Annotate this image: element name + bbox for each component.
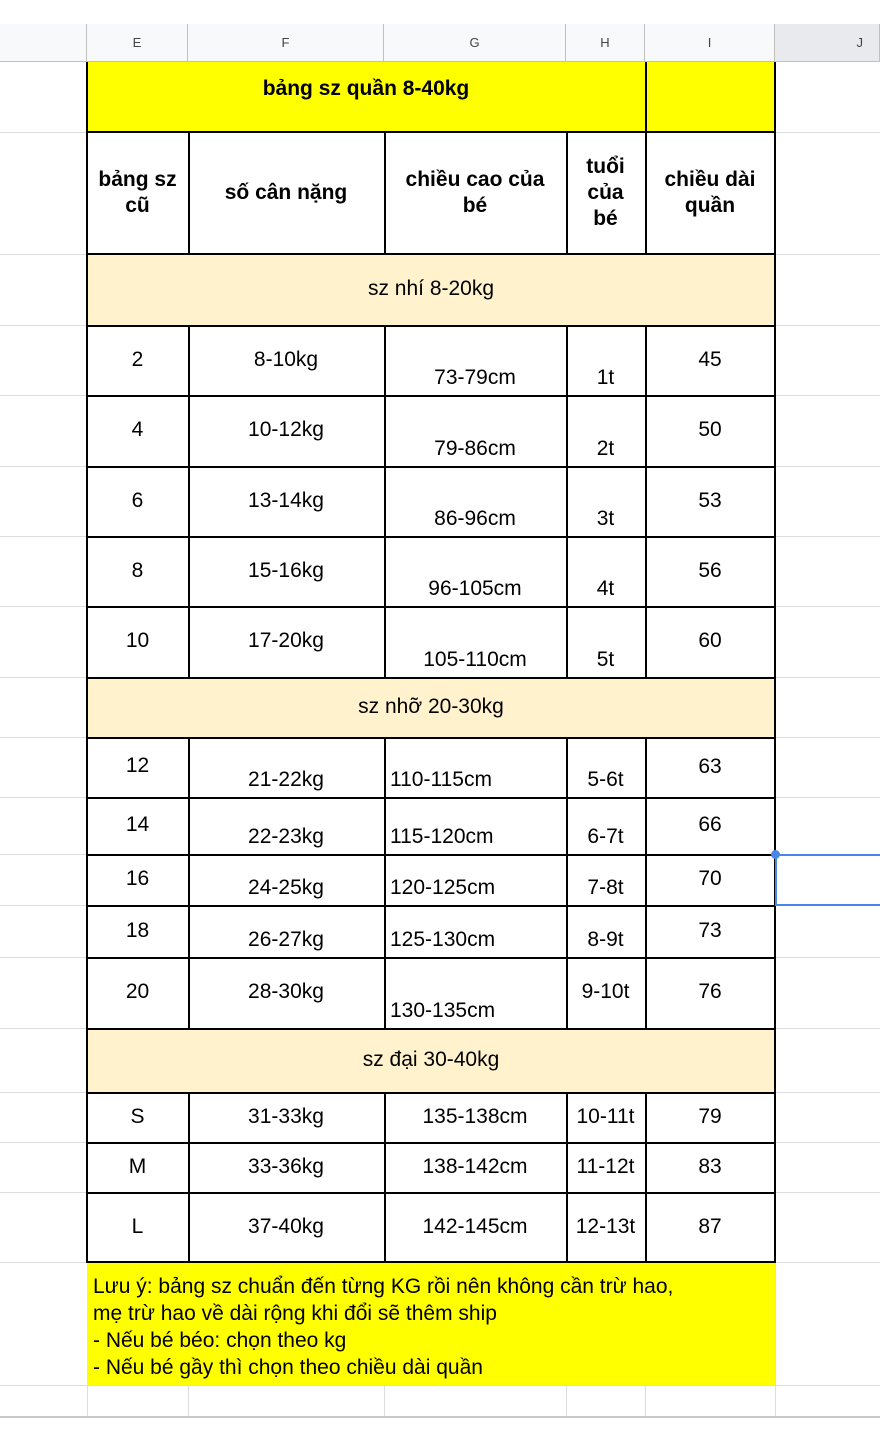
table-row-cell[interactable]: 138-142cm <box>422 1154 528 1178</box>
table-row-cell[interactable]: L <box>131 1214 144 1238</box>
selection-handle[interactable] <box>771 850 780 859</box>
table-row-cell[interactable]: 115-120cm <box>390 824 494 848</box>
sheet-bottom-edge <box>0 1416 880 1418</box>
note-line: Lưu ý: bảng sz chuẩn đến từng KG rồi nên không cần trừ hao, <box>93 1275 674 1298</box>
table-row-cell[interactable]: 110-115cm <box>390 767 492 791</box>
table-row-cell[interactable]: S <box>130 1104 145 1128</box>
table-row-cell[interactable]: 20 <box>125 980 150 1004</box>
table-row-cell[interactable]: 87 <box>698 1214 722 1238</box>
table-row-cell[interactable]: 18 <box>125 918 150 942</box>
column-header-h[interactable]: H <box>566 24 645 62</box>
table-row-cell[interactable]: 60 <box>698 629 722 653</box>
note-line: - Nếu bé béo: chọn theo kg <box>93 1329 347 1352</box>
column-header-i[interactable]: I <box>645 24 775 62</box>
table-row-cell[interactable]: 142-145cm <box>422 1214 528 1238</box>
table-row-cell[interactable]: 1t <box>596 365 615 389</box>
table-row-cell[interactable]: 56 <box>698 558 722 582</box>
table-row-cell[interactable]: 66 <box>698 813 722 837</box>
table-row-cell[interactable]: 14 <box>125 813 150 837</box>
table-row-cell[interactable]: 120-125cm <box>390 875 496 899</box>
table-row-cell[interactable]: 4t <box>596 576 615 600</box>
header-height[interactable]: chiều cao của bé <box>405 167 545 217</box>
table-row-cell[interactable]: 79 <box>698 1104 722 1128</box>
table-row-cell[interactable]: 10-11t <box>576 1104 635 1128</box>
group-label-small[interactable]: sz nhí 8-20kg <box>87 254 775 325</box>
table-row-cell[interactable]: 6 <box>131 488 144 512</box>
table-row-cell[interactable]: 12-13t <box>575 1214 636 1238</box>
header-length[interactable]: chiều dài quần <box>664 167 756 217</box>
table-row-cell[interactable]: 31-33kg <box>248 1104 324 1128</box>
table-row-cell[interactable]: 76 <box>698 980 722 1004</box>
row-header-corner[interactable] <box>0 24 87 62</box>
table-row-cell[interactable]: 5-6t <box>587 767 624 791</box>
table-row-cell[interactable]: M <box>128 1154 147 1178</box>
table-row-cell[interactable]: 130-135cm <box>390 998 496 1022</box>
note-cell[interactable] <box>87 1263 775 1385</box>
table-row-cell[interactable]: 8 <box>131 558 144 582</box>
column-header-j[interactable]: J <box>775 24 880 62</box>
table-row-cell[interactable]: 86-96cm <box>434 506 516 530</box>
table-row-cell[interactable]: 45 <box>698 347 722 371</box>
toolbar-strip <box>0 0 880 25</box>
header-weight[interactable]: số cân nặng <box>224 180 348 204</box>
title-side-cell[interactable] <box>645 62 775 132</box>
column-header-g[interactable]: G <box>384 24 566 62</box>
table-row-cell[interactable]: 83 <box>698 1154 722 1178</box>
note-line: mẹ trừ hao về dài rộng khi đổi sẽ thêm ship <box>93 1302 497 1325</box>
table-row-cell[interactable]: 10 <box>125 629 150 653</box>
table-row-cell[interactable]: 16 <box>125 867 150 891</box>
table-row-cell[interactable]: 11-12t <box>576 1154 635 1178</box>
selected-cell[interactable] <box>775 854 880 906</box>
table-row-cell[interactable]: 70 <box>698 867 722 891</box>
table-row-cell[interactable]: 125-130cm <box>390 927 496 951</box>
table-title[interactable]: bảng sz quần 8-40kg <box>87 62 645 132</box>
table-row-cell[interactable]: 2t <box>596 436 615 460</box>
table-row-cell[interactable]: 26-27kg <box>248 927 324 951</box>
table-row-cell[interactable]: 22-23kg <box>248 824 324 848</box>
table-row-cell[interactable]: 10-12kg <box>248 418 324 442</box>
table-row-cell[interactable]: 21-22kg <box>248 767 324 791</box>
table-row-cell[interactable]: 8-9t <box>587 927 624 951</box>
table-row-cell[interactable]: 50 <box>698 418 722 442</box>
header-old-size[interactable]: bảng sz cũ <box>98 167 177 217</box>
table-row-cell[interactable]: 2 <box>131 347 144 371</box>
table-row-cell[interactable]: 135-138cm <box>422 1104 528 1128</box>
header-age[interactable]: tuổi của bé <box>586 154 625 231</box>
table-row-cell[interactable]: 9-10t <box>581 980 630 1004</box>
table-row-cell[interactable]: 4 <box>131 418 144 442</box>
table-row-cell[interactable]: 8-10kg <box>253 347 319 371</box>
table-row-cell[interactable]: 24-25kg <box>248 875 324 899</box>
table-row-cell[interactable]: 13-14kg <box>248 488 324 512</box>
table-row-cell[interactable]: 37-40kg <box>248 1214 324 1238</box>
table-row-cell[interactable]: 3t <box>596 506 615 530</box>
table-row-cell[interactable]: 33-36kg <box>248 1154 324 1178</box>
table-row-cell[interactable]: 5t <box>596 647 615 671</box>
table-row-cell[interactable]: 17-20kg <box>248 629 324 653</box>
table-row-cell[interactable]: 7-8t <box>587 875 624 899</box>
table-row-cell[interactable]: 79-86cm <box>434 436 516 460</box>
table-row-cell[interactable]: 96-105cm <box>428 576 522 600</box>
table-row-cell[interactable]: 6-7t <box>587 824 624 848</box>
table-row-cell[interactable]: 73 <box>698 918 722 942</box>
column-header-f[interactable]: F <box>188 24 384 62</box>
table-row-cell[interactable]: 15-16kg <box>248 558 324 582</box>
note-line: - Nếu bé gầy thì chọn theo chiều dài quần <box>93 1356 483 1379</box>
group-label-medium[interactable]: sz nhỡ 20-30kg <box>87 677 775 737</box>
table-row-cell[interactable]: 28-30kg <box>248 980 324 1004</box>
table-row-cell[interactable]: 63 <box>698 754 722 778</box>
group-label-large[interactable]: sz đại 30-40kg <box>87 1028 775 1092</box>
table-row-cell[interactable]: 105-110cm <box>423 647 527 671</box>
table-row-cell[interactable]: 12 <box>125 753 150 777</box>
table-row-cell[interactable]: 73-79cm <box>434 365 516 389</box>
table-row-cell[interactable]: 53 <box>698 488 722 512</box>
column-header-e[interactable]: E <box>87 24 188 62</box>
